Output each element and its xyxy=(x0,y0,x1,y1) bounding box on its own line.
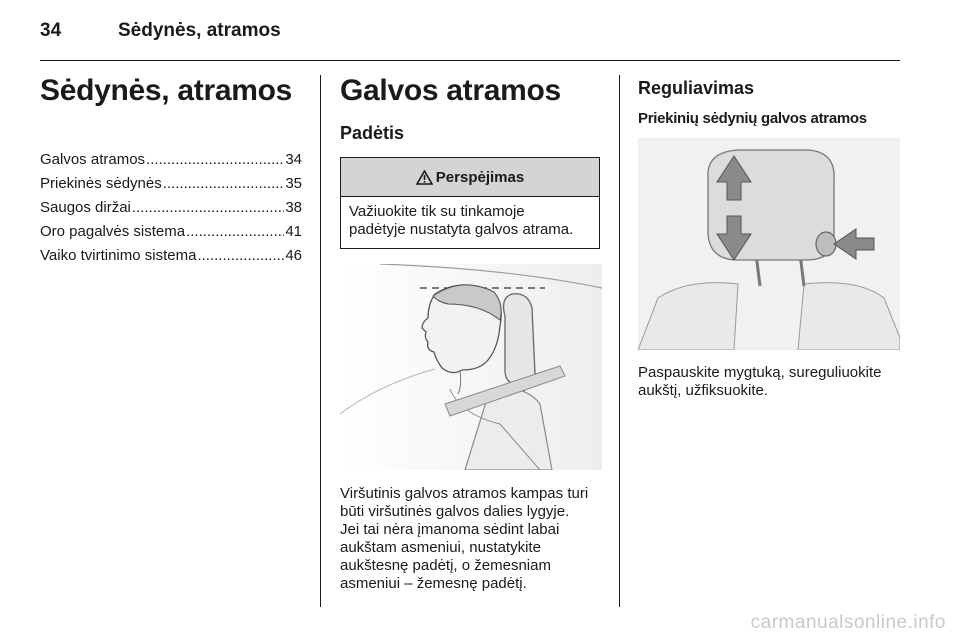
paragraph-line: Viršutinis galvos atramos kampas turi xyxy=(340,485,589,502)
paragraph-line: Paspauskite mygtuką, sureguliuokite xyxy=(638,364,882,381)
position-paragraph xyxy=(340,485,588,593)
warning-line: Važiuokite tik su tinkamoje xyxy=(349,203,525,220)
toc-entry-label: Saugos diržai xyxy=(40,199,131,216)
toc-entry[interactable] xyxy=(40,199,302,223)
paragraph-line: būti viršutinės galvos dalies lygyje. xyxy=(340,503,570,520)
toc-leader-dots xyxy=(132,199,284,216)
subsection-title: Galvos atramos xyxy=(340,74,561,107)
toc-entry-page: 34 xyxy=(285,151,302,168)
paragraph-line: asmeniui – žemesnę padėtį. xyxy=(340,575,527,592)
release-button xyxy=(816,232,836,256)
toc-entry-page: 35 xyxy=(285,175,302,192)
watermark: carmanualsonline.info xyxy=(750,612,946,633)
paragraph-line: aukštam asmeniui, nustatykite xyxy=(340,539,541,556)
toc-entry-label: Galvos atramos xyxy=(40,151,146,168)
toc-leader-dots xyxy=(186,223,284,240)
running-header: Sėdynės, atramos xyxy=(118,20,281,41)
toc-entry-label: Vaiko tvirtinimo sistema xyxy=(40,247,197,264)
toc-entry[interactable] xyxy=(40,151,302,175)
warning-heading: Perspėjimas xyxy=(435,168,525,186)
toc-entry-page: 41 xyxy=(285,223,302,240)
warning-triangle-icon xyxy=(416,170,433,185)
warning-header xyxy=(341,158,599,197)
column-divider-left xyxy=(320,75,321,607)
toc-leader-dots xyxy=(197,247,284,264)
table-of-contents xyxy=(40,151,302,271)
warning-box xyxy=(340,157,600,249)
page-number: 34 xyxy=(40,20,62,41)
subheading-front-restraints: Priekinių sėdynių galvos atramos xyxy=(638,110,867,127)
toc-entry-page: 46 xyxy=(285,247,302,264)
warning-text xyxy=(341,197,599,239)
adjustment-paragraph xyxy=(638,364,881,400)
toc-entry[interactable] xyxy=(40,247,302,271)
toc-entry-page: 38 xyxy=(285,199,302,216)
subheading-adjustment: Reguliavimas xyxy=(638,78,755,98)
toc-entry-label: Priekinės sėdynės xyxy=(40,175,162,192)
toc-leader-dots xyxy=(163,175,285,192)
paragraph-line: aukštesnę padėtį, o žemesniam xyxy=(340,557,551,574)
headrest-adjustment-illustration xyxy=(638,138,900,350)
toc-entry[interactable] xyxy=(40,175,302,199)
paragraph-line: aukštį, užfiksuokite. xyxy=(638,382,769,399)
header-rule xyxy=(40,60,900,61)
toc-leader-dots xyxy=(146,151,284,168)
paragraph-line: Jei tai nėra įmanoma sėdint labai xyxy=(340,521,560,538)
warning-line: padėtyje nustatyta galvos atrama. xyxy=(349,221,574,238)
subheading-position: Padėtis xyxy=(340,123,405,143)
driver-head-restraint-illustration xyxy=(340,264,602,470)
head-restraint xyxy=(504,294,535,385)
column-divider-right xyxy=(619,75,620,607)
toc-entry[interactable] xyxy=(40,223,302,247)
section-title: Sėdynės, atramos xyxy=(40,74,292,107)
toc-entry-label: Oro pagalvės sistema xyxy=(40,223,186,240)
